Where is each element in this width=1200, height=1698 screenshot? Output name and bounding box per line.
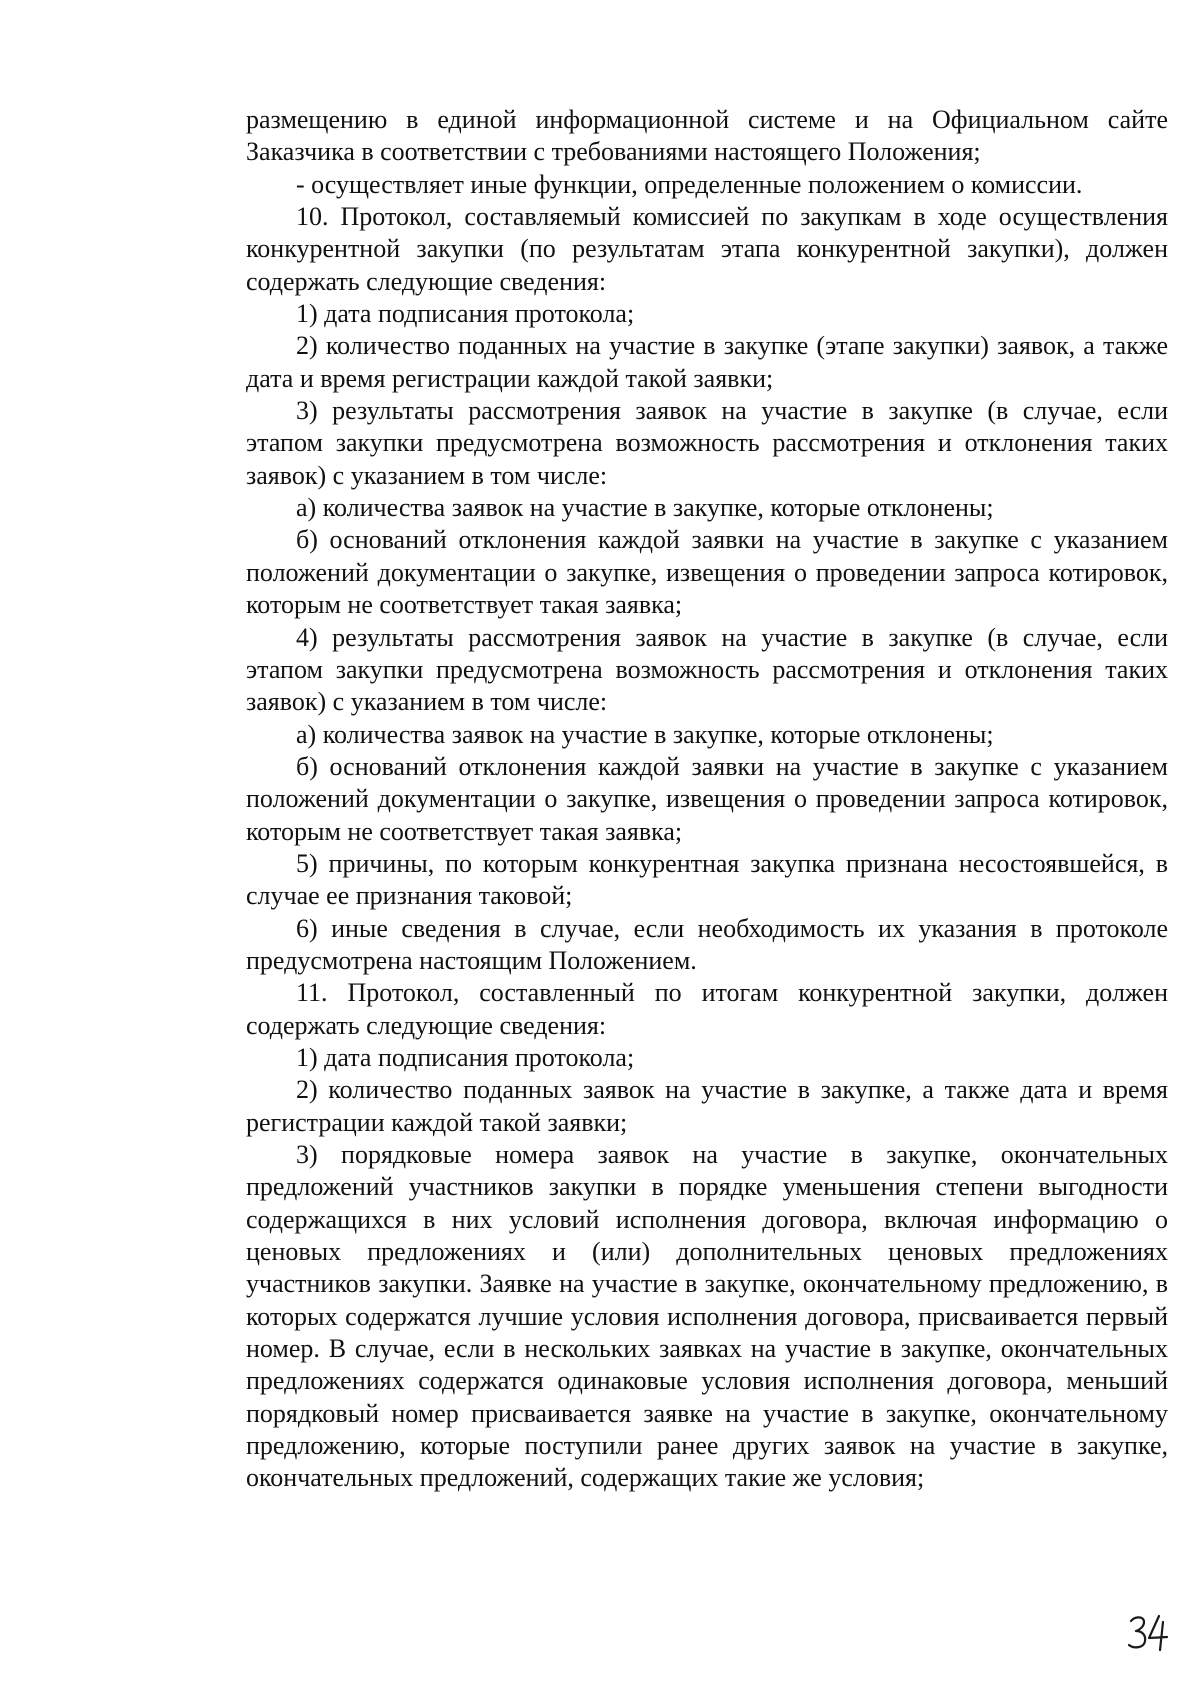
paragraph: б) оснований отклонения каждой заявки на участие в закупке с указанием положений документации о закупке, извещения о проведении запроса котировок, которым не соответствует такая заявка; [246, 751, 1168, 846]
paragraph: - осуществляет иные функции, определенные положением о комиссии. [296, 169, 1083, 199]
paragraph: а) количества заявок на участие в закупке, которые отклонены; [296, 493, 994, 523]
page-number [1125, 1612, 1173, 1652]
paragraph: 4) результаты рассмотрения заявок на участие в закупке (в случае, если этапом закупки предусмотрена возможность рассмотрения и отклонения таких заявок) с указанием в том числе: [246, 622, 1168, 717]
paragraph: 1) дата подписания протокола; [296, 299, 635, 329]
paragraph: 1) дата подписания протокола; [296, 1042, 635, 1072]
paragraph: а) количества заявок на участие в закупке, которые отклонены; [296, 719, 994, 749]
paragraph: 11. Протокол, составленный по итогам конкурентной закупки, должен содержать следующие сведения: [246, 978, 1168, 1040]
paragraph: 2) количество поданных заявок на участие в закупке, а также дата и время регистрации каждой такой заявки; [246, 1075, 1168, 1137]
paragraph: 5) причины, по которым конкурентная закупка признана несостоявшейся, в случае ее признания таковой; [246, 848, 1168, 911]
paragraph: 3) результаты рассмотрения заявок на участие в закупке (в случае, если этапом закупки предусмотрена возможность рассмотрения и отклонения таких заявок) с указанием в том числе: [246, 396, 1168, 490]
paragraph: 6) иные сведения в случае, если необходимость их указания в протоколе предусмотрена настоящим Положением. [246, 913, 1168, 975]
document-body [246, 104, 1168, 1495]
paragraph: 10. Протокол, составляемый комиссией по закупкам в ходе осуществления конкурентной закупки (по результатам этапа конкурентной закупки), должен содержать следующие сведения: [246, 202, 1168, 296]
paragraph: б) оснований отклонения каждой заявки на участие в закупке с указанием положений документации о закупке, извещения о проведении запроса котировок, которым не соответствует такая заявка; [246, 525, 1168, 620]
paragraph: 2) количество поданных на участие в закупке (этапе закупки) заявок, а также дата и время регистрации каждой такой заявки; [246, 331, 1168, 393]
handwritten-page-number [1125, 1612, 1173, 1652]
paragraph: размещению в единой информационной системе и на Официальном сайте Заказчика в соответствии с требованиями настоящего Положения; [246, 105, 1168, 167]
paragraph: 3) порядковые номера заявок на участие в закупке, окончательных предложений участников закупки в порядке уменьшения степени выгодности содержащихся в них условий исполнения договора, включая информацию о ценовых предложениях и (или) дополнительных ценовых предложениях участников закупки. Заявке на участие в закупке, окончательному предложению, в которых содержатся лучшие условия исполнения договора, присваивается первый номер. В случае, если в нескольких заявках на участие в закупке, окончательных предложениях содержатся одинаковые условия исполнения договора, меньший порядковый номер присваивается заявке на участие в закупке, окончательному предложению, которые поступили ранее других заявок на участие в закупке, окончательных предложений, содержащих такие же условия; [246, 1140, 1168, 1493]
